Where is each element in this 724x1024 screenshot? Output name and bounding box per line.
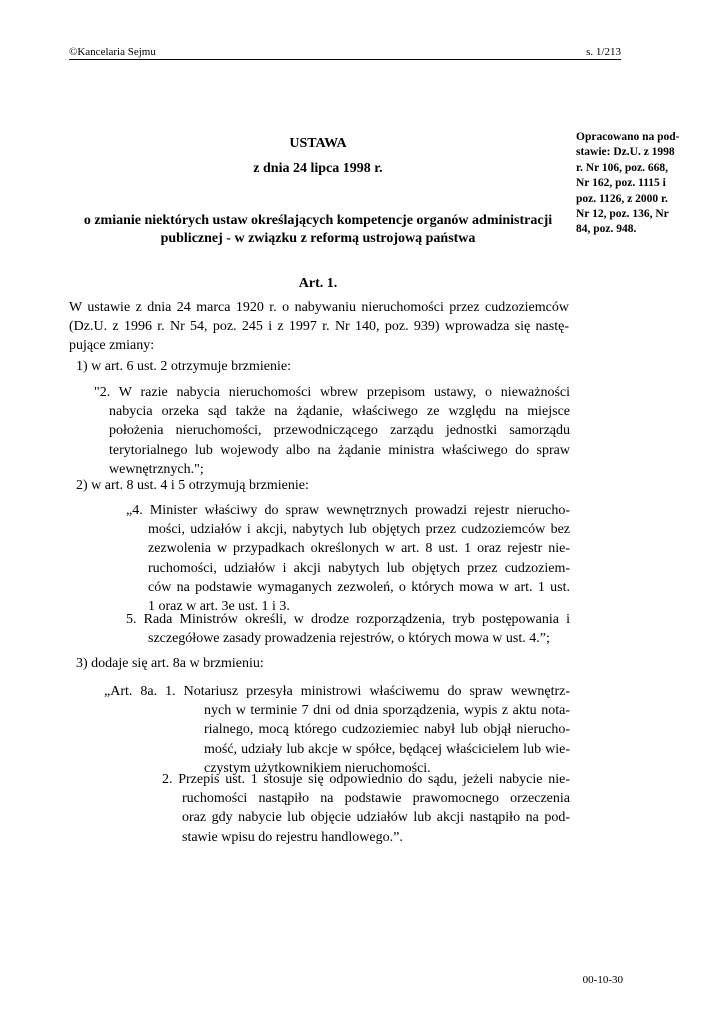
- quote-art8-ust4: [126, 501, 570, 616]
- text-line: 1) w art. 6 ust. 2 otrzymuje brzmienie:: [76, 359, 291, 374]
- text-line: terytorialnego lub wojewody albo na żądanie ministra właściwego do spraw: [109, 442, 570, 458]
- quote-art8a-ust2: [162, 770, 570, 847]
- act-kind: USTAWA: [289, 136, 347, 151]
- text-line: ruchomości nastąpiło na podstawie prawomocnego orzeczenia: [182, 791, 570, 807]
- text-line: pujące zmiany:: [69, 338, 155, 354]
- text-line: rialnego, mocą którego cudzoziemiec nabył lub objął nierucho-: [204, 722, 570, 738]
- quote-art8a-ust1: [104, 682, 570, 778]
- text-line: 5. Rada Ministrów określi, w drodze rozporządzenia, tryb postępowania i: [126, 612, 570, 627]
- text-line: 1 oraz w art. 3e ust. 1 i 3.: [148, 599, 290, 615]
- amendment-point-3: [76, 654, 264, 673]
- text-line: nych w terminie 7 dni od dnia sporządzenia, wypis z aktu nota-: [204, 703, 570, 719]
- text-line: W ustawie z dnia 24 marca 1920 r. o nabywaniu nieruchomości przez cudzoziemców: [69, 300, 569, 315]
- source-note-line: Opracowano na pod-: [576, 131, 680, 143]
- text-line: stawie wpisu do rejestru handlowego.”.: [182, 829, 403, 845]
- amendment-point-2: [76, 476, 309, 495]
- source-note-line: stawie: Dz.U. z 1998: [576, 146, 675, 159]
- text-line: "2. W razie nabycia nieruchomości wbrew przepisom ustawy, o nieważności: [94, 385, 570, 400]
- act-subject-line: publicznej - w związku z reformą ustrojową państwa: [160, 231, 476, 246]
- text-line: wewnętrznych.";: [109, 461, 204, 477]
- page-number: s. 1/213: [586, 46, 621, 58]
- source-note-line: r. Nr 106, poz. 668,: [576, 161, 668, 174]
- text-line: 2. Przepis ust. 1 stosuje się odpowiednio do sądu, jeżeli nabycie nie-: [162, 772, 570, 787]
- intro-paragraph: [69, 298, 569, 356]
- text-line: nabycia orzeka sąd także na żądanie, właściwego ze względu na miejsce: [109, 404, 570, 420]
- page-header: [69, 46, 621, 60]
- text-line: położenia nieruchomości, przewodniczącego zarządu jednostki samorządu: [109, 423, 570, 439]
- source-note: [576, 130, 691, 238]
- act-subject-line: o zmianie niektórych ustaw określających kompetencje organów administracji: [83, 213, 553, 228]
- article-heading: Art. 1.: [298, 276, 338, 291]
- act-subject: [69, 212, 567, 248]
- text-line: czystym użytkownikiem nieruchomości.: [204, 760, 431, 776]
- text-line: „Art. 8a. 1. Notariusz przesyła ministrowi właściwemu do spraw wewnętrz-: [104, 684, 570, 699]
- text-line: zezwolenia w przypadkach określonych w art. 8 ust. 1 oraz rejestr nie-: [148, 541, 570, 557]
- publisher-label: ©Kancelaria Sejmu: [69, 46, 156, 58]
- text-line: mości, udziałów i akcji, nabytych lub objętych przez cudzoziemców bez: [148, 522, 570, 538]
- quote-art6-ust2: [94, 383, 570, 479]
- text-line: oraz gdy nabycie lub objęcie udziałów lub akcji nastąpiło na pod-: [182, 810, 570, 826]
- text-line: (Dz.U. z 1996 r. Nr 54, poz. 245 i z 1997 r. Nr 140, poz. 939) wprowadza się nastę-: [69, 319, 569, 335]
- text-line: ruchomości, udziałów i akcji nabytych lub objętych przez cudzoziem-: [148, 560, 570, 576]
- text-line: 3) dodaje się art. 8a w brzmieniu:: [76, 656, 264, 671]
- source-note-line: 84, poz. 948.: [576, 223, 637, 236]
- text-line: 2) w art. 8 ust. 4 i 5 otrzymują brzmienie:: [76, 478, 309, 493]
- source-note-line: Nr 12, poz. 136, Nr: [576, 208, 669, 221]
- source-note-line: Nr 162, poz. 1115 i: [576, 177, 666, 190]
- text-line: ców na podstawie wymaganych zezwoleń, o których mowa w art. 1 ust.: [148, 579, 570, 595]
- act-date: z dnia 24 lipca 1998 r.: [253, 161, 383, 176]
- footer-date: 00-10-30: [582, 974, 623, 986]
- text-line: szczegółowe zasady prowadzenia rejestrów, o których mowa w ust. 4.”;: [148, 631, 550, 647]
- amendment-point-1: [76, 357, 291, 376]
- quote-art8-ust5: [126, 610, 570, 648]
- source-note-line: poz. 1126, z 2000 r.: [576, 192, 668, 205]
- text-line: mość, udziały lub akcje w spółce, będącej właścicielem lub wie-: [204, 741, 570, 757]
- text-line: „4. Minister właściwy do spraw wewnętrznych prowadzi rejestr nierucho-: [126, 503, 570, 518]
